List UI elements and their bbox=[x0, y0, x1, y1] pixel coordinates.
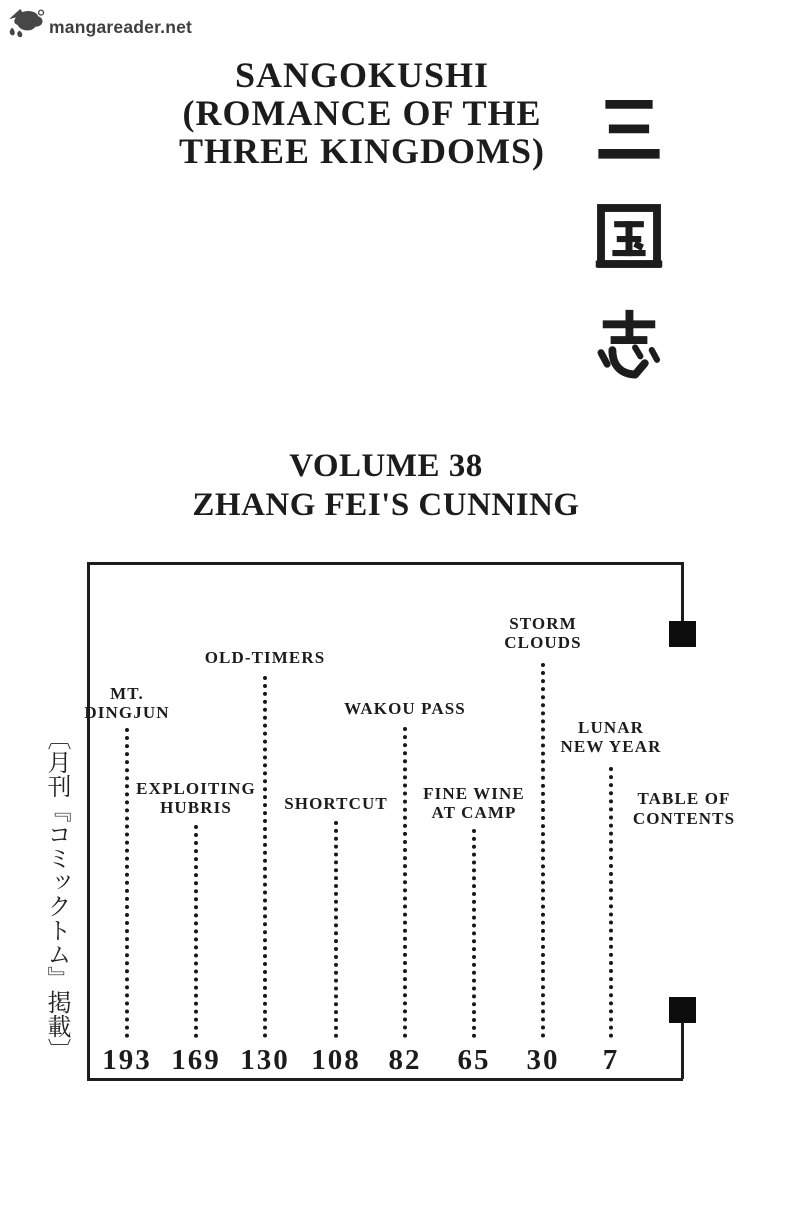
toc-heading-line: CONTENTS bbox=[632, 808, 736, 828]
dotted-leader-line bbox=[334, 821, 338, 1038]
chapter-label-line: CLOUDS bbox=[504, 633, 582, 652]
chapter-label bbox=[455, 614, 631, 652]
chapter-label bbox=[386, 784, 562, 822]
corner-square-bottom bbox=[669, 997, 696, 1023]
toc-heading bbox=[596, 789, 772, 828]
chapter-label-line: AT CAMP bbox=[431, 803, 517, 822]
chapter-label-line: STORM bbox=[509, 614, 577, 633]
page-number: 193 bbox=[102, 1044, 152, 1076]
chapter-label-line: DINGJUN bbox=[84, 703, 170, 722]
series-title-line: SANGOKUSHI bbox=[234, 55, 490, 95]
chapter-label-line: MT. bbox=[110, 684, 144, 703]
chapter-label bbox=[523, 718, 699, 756]
page-number: 7 bbox=[602, 1044, 620, 1076]
toc-heading-line: TABLE OF bbox=[637, 789, 731, 808]
mangareader-mascot-icon bbox=[6, 6, 46, 43]
volume-number: VOLUME 38 bbox=[289, 448, 483, 484]
chapter-label-line: NEW YEAR bbox=[560, 737, 662, 756]
series-title-line: (ROMANCE OF THE bbox=[182, 93, 542, 133]
chapter-label-line: EXPLOITING bbox=[136, 779, 256, 798]
dotted-leader-line bbox=[472, 829, 476, 1038]
serialization-note: 〔月刊『コミックトム』掲載〕 bbox=[43, 726, 71, 1062]
page-number: 130 bbox=[240, 1044, 290, 1076]
kanji-title-column bbox=[594, 92, 664, 380]
volume-heading bbox=[86, 447, 686, 525]
site-logo bbox=[6, 6, 192, 43]
corner-square-top bbox=[669, 621, 696, 647]
dotted-leader-line bbox=[263, 676, 267, 1038]
toc-box-right-edge-top bbox=[681, 562, 684, 622]
page-number: 82 bbox=[388, 1044, 422, 1076]
series-title-line: THREE KINGDOMS) bbox=[178, 131, 546, 171]
series-title bbox=[62, 56, 662, 170]
chapter-label-line: HUBRIS bbox=[160, 798, 232, 817]
toc-box-right-edge-bottom bbox=[681, 1022, 684, 1079]
page-number: 169 bbox=[171, 1044, 221, 1076]
page-number: 30 bbox=[526, 1044, 560, 1076]
site-logo-text: mangareader.net bbox=[49, 17, 193, 37]
chapter-label bbox=[39, 684, 215, 722]
kanji-koku-icon bbox=[594, 200, 664, 272]
chapter-label-line: FINE WINE bbox=[423, 784, 525, 803]
chapter-label-line: SHORTCUT bbox=[284, 794, 388, 813]
page-number: 108 bbox=[311, 1044, 361, 1076]
kanji-san-icon bbox=[594, 92, 664, 164]
chapter-label bbox=[317, 699, 493, 718]
dotted-leader-line bbox=[125, 728, 129, 1038]
dotted-leader-line bbox=[194, 825, 198, 1038]
chapter-label bbox=[177, 648, 353, 667]
page-number: 65 bbox=[457, 1044, 491, 1076]
volume-title: ZHANG FEI'S CUNNING bbox=[192, 487, 580, 523]
chapter-label-line: LUNAR bbox=[578, 718, 644, 737]
kanji-shi-icon bbox=[594, 308, 664, 380]
chapter-label-line: OLD-TIMERS bbox=[204, 648, 326, 667]
dotted-leader-line bbox=[609, 767, 613, 1038]
dotted-leader-line bbox=[403, 727, 407, 1038]
chapter-label-line: WAKOU PASS bbox=[344, 699, 466, 718]
